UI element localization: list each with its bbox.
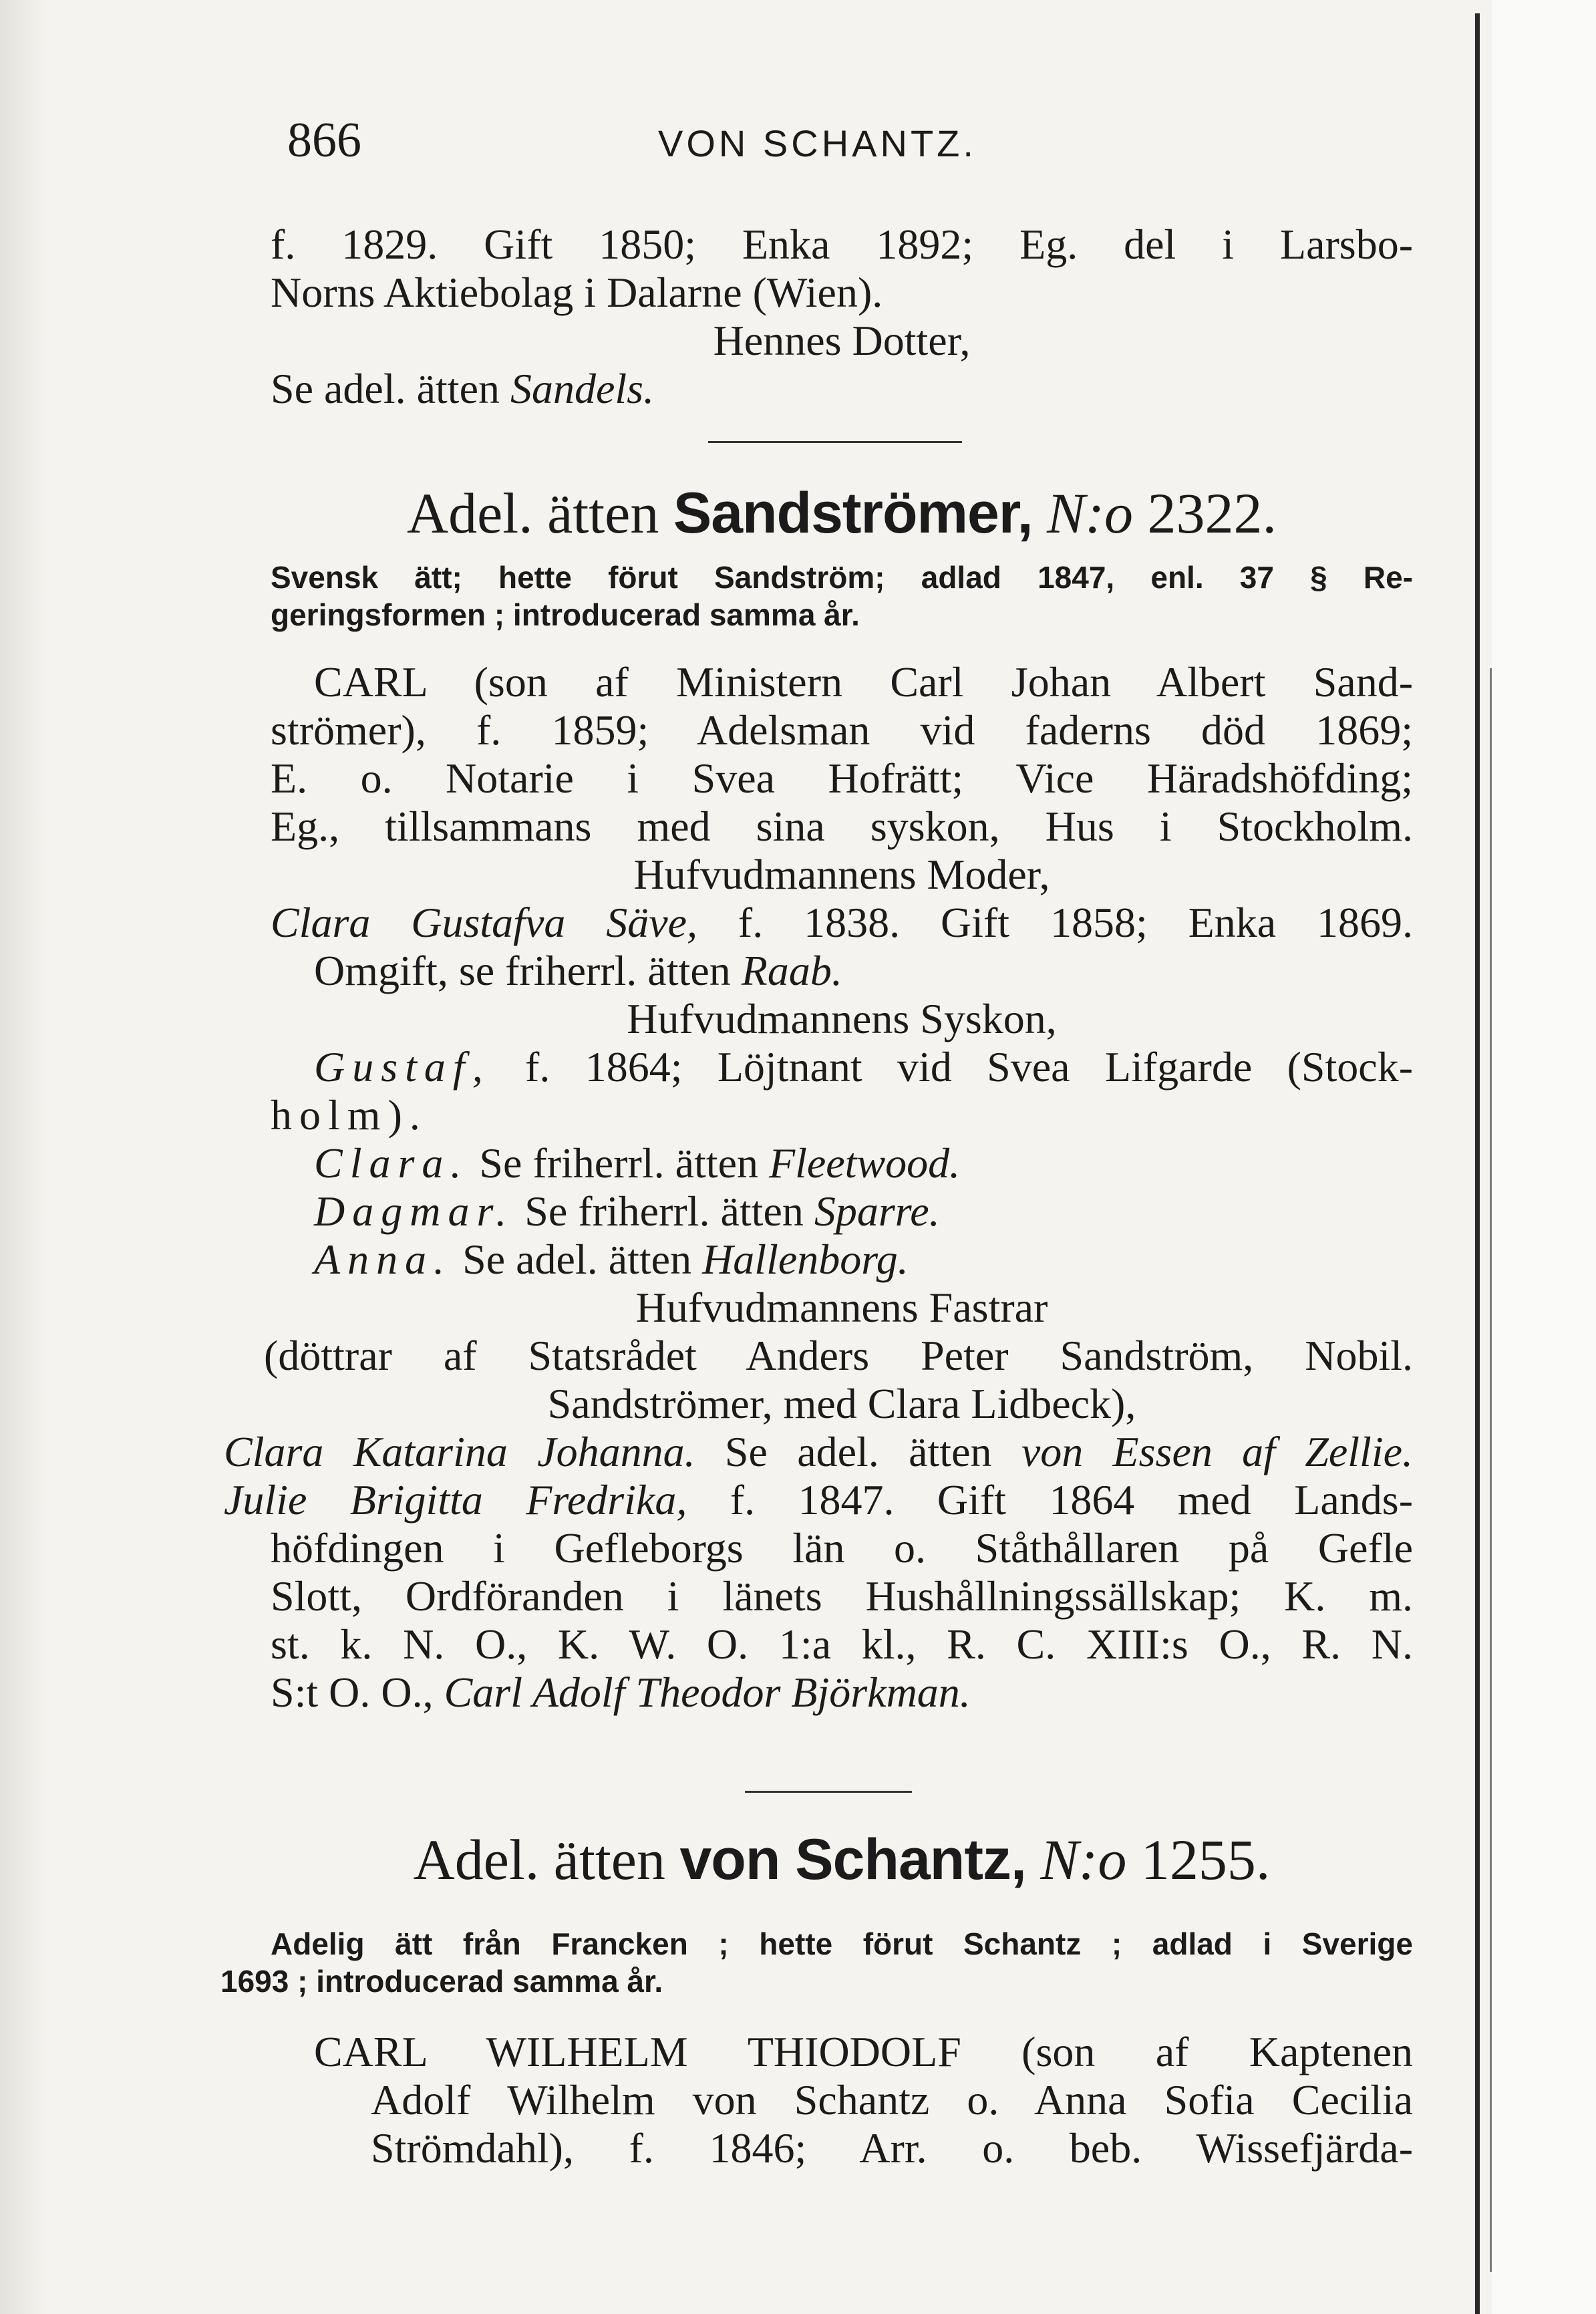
entry-line: (döttrar af Statsrådet Anders Peter Sandström, Nobil.	[264, 1332, 1413, 1379]
person-name: Gustaf,	[314, 1043, 490, 1091]
running-title: VON SCHANTZ.	[658, 122, 977, 164]
page-bleed	[0, 0, 47, 2314]
separator-rule	[745, 1791, 912, 1793]
intro-line: Adelig ätt från Francken ; hette förut Schantz ; adlad i Sverige	[271, 1926, 1413, 1961]
entry-line	[314, 947, 1413, 995]
entry-line: CARL (son af Ministern Carl Johan Albert Sand-	[314, 658, 1413, 706]
subheading: Hufvudmannens Syskon,	[627, 995, 1057, 1042]
entry-line: höfdingen i Gefleborgs län o. Ståthållaren på Gefle	[271, 1524, 1413, 1572]
family-name: von Schantz,	[679, 1828, 1026, 1892]
text-line: Norns Aktiebolag i Dalarne (Wien).	[271, 269, 883, 316]
person-name: Clara Katarina Johanna.	[224, 1428, 695, 1475]
text-span: holm).	[271, 1091, 428, 1139]
page-number: 866	[287, 113, 361, 168]
subheading: Hufvudmannens Fastrar	[635, 1284, 1048, 1331]
entry-line	[271, 1091, 1413, 1139]
number-label: N:o	[1046, 481, 1133, 545]
intro-line: 1693 ; introducerad samma år.	[220, 1964, 663, 1999]
entry-line	[314, 1139, 1413, 1187]
subheading: Hufvudmannens Moder,	[633, 851, 1050, 898]
entry-line	[224, 1428, 1413, 1476]
text-span: Se friherrl. ätten	[514, 1187, 814, 1235]
heading-prefix: Adel. ätten	[407, 481, 673, 545]
heading-prefix: Adel. ätten	[413, 1828, 680, 1892]
entry-line	[314, 1043, 1413, 1091]
family-name: von Essen af Zellie.	[1021, 1428, 1414, 1475]
entry-line	[271, 899, 1413, 947]
entry-line: strömer), f. 1859; Adelsman vid faderns död 1869;	[271, 706, 1413, 754]
number-label: N:o	[1040, 1828, 1127, 1892]
entry-line: CARL WILHELM THIODOLF (son af Kaptenen	[314, 2028, 1413, 2075]
entry-line	[314, 1187, 1413, 1236]
family-number: 2322.	[1132, 481, 1277, 545]
text-span: Se adel. ätten	[695, 1428, 1021, 1475]
entry-line	[271, 1669, 1413, 1717]
separator-rule	[708, 441, 962, 443]
person-name: Carl Adolf Theodor Björkman.	[444, 1669, 971, 1716]
family-name: Raab.	[741, 947, 842, 994]
entry-line: E. o. Notarie i Svea Hofrätt; Vice Häradshöfding;	[271, 754, 1413, 802]
section-heading-sandstromer	[271, 481, 1413, 545]
entry-line: Slott, Ordföranden i länets Hushållningssällskap; K. m.	[271, 1572, 1413, 1620]
family-name: Sandels.	[510, 365, 655, 412]
text-line: f. 1829. Gift 1850; Enka 1892; Eg. del i Larsbo-	[271, 221, 1413, 268]
person-name: Dagmar.	[314, 1187, 514, 1235]
text-span: Omgift, se friherrl. ätten	[314, 947, 742, 994]
intro-line: geringsformen ; introducerad samma år.	[271, 597, 860, 632]
text-line: Hennes Dotter,	[713, 317, 971, 364]
entry-line	[224, 1476, 1413, 1524]
person-name: Anna.	[314, 1236, 452, 1283]
page-edge-shadow	[1475, 13, 1480, 2314]
person-name: Clara Gustafva Säve,	[271, 899, 698, 946]
text-span: Se friherrl. ätten	[468, 1139, 769, 1187]
text-line	[271, 365, 1413, 413]
text-span: Se adel. ätten	[452, 1236, 703, 1283]
family-name: Sandströmer,	[673, 481, 1033, 545]
person-name: Clara.	[314, 1139, 469, 1187]
family-name: Sparre.	[814, 1187, 940, 1235]
entry-line	[314, 1236, 1413, 1284]
family-name: Hallenborg.	[702, 1236, 909, 1283]
facing-page-margin	[1492, 0, 1596, 2314]
person-name: Julie Brigitta Fredrika,	[224, 1476, 687, 1524]
text-span: Se adel. ätten	[271, 365, 510, 412]
entry-line: st. k. N. O., K. W. O. 1:a kl., R. C. XIII:s O., R. N.	[271, 1620, 1413, 1668]
family-number: 1255.	[1126, 1828, 1271, 1892]
entry-line: Strömdahl), f. 1846; Arr. o. beb. Wissefjärda-	[371, 2124, 1413, 2172]
intro-line: Svensk ätt; hette förut Sandström; adlad 1847, enl. 37 § Re-	[271, 560, 1413, 595]
text-span: f. 1864; Löjtnant vid Svea Lifgarde (Stock-	[490, 1043, 1413, 1091]
text-span: f. 1847. Gift 1864 med Lands-	[687, 1476, 1413, 1524]
entry-line: Sandströmer, med Clara Lidbeck),	[547, 1380, 1136, 1427]
text-span: f. 1838. Gift 1858; Enka 1869.	[697, 899, 1414, 946]
section-heading-von-schantz	[271, 1828, 1413, 1892]
entry-line: Adolf Wilhelm von Schantz o. Anna Sofia Cecilia	[371, 2076, 1413, 2124]
family-name: Fleetwood.	[768, 1139, 961, 1187]
text-span: S:t O. O.,	[271, 1669, 444, 1716]
entry-line: Eg., tillsammans med sina syskon, Hus i Stockholm.	[271, 803, 1413, 850]
